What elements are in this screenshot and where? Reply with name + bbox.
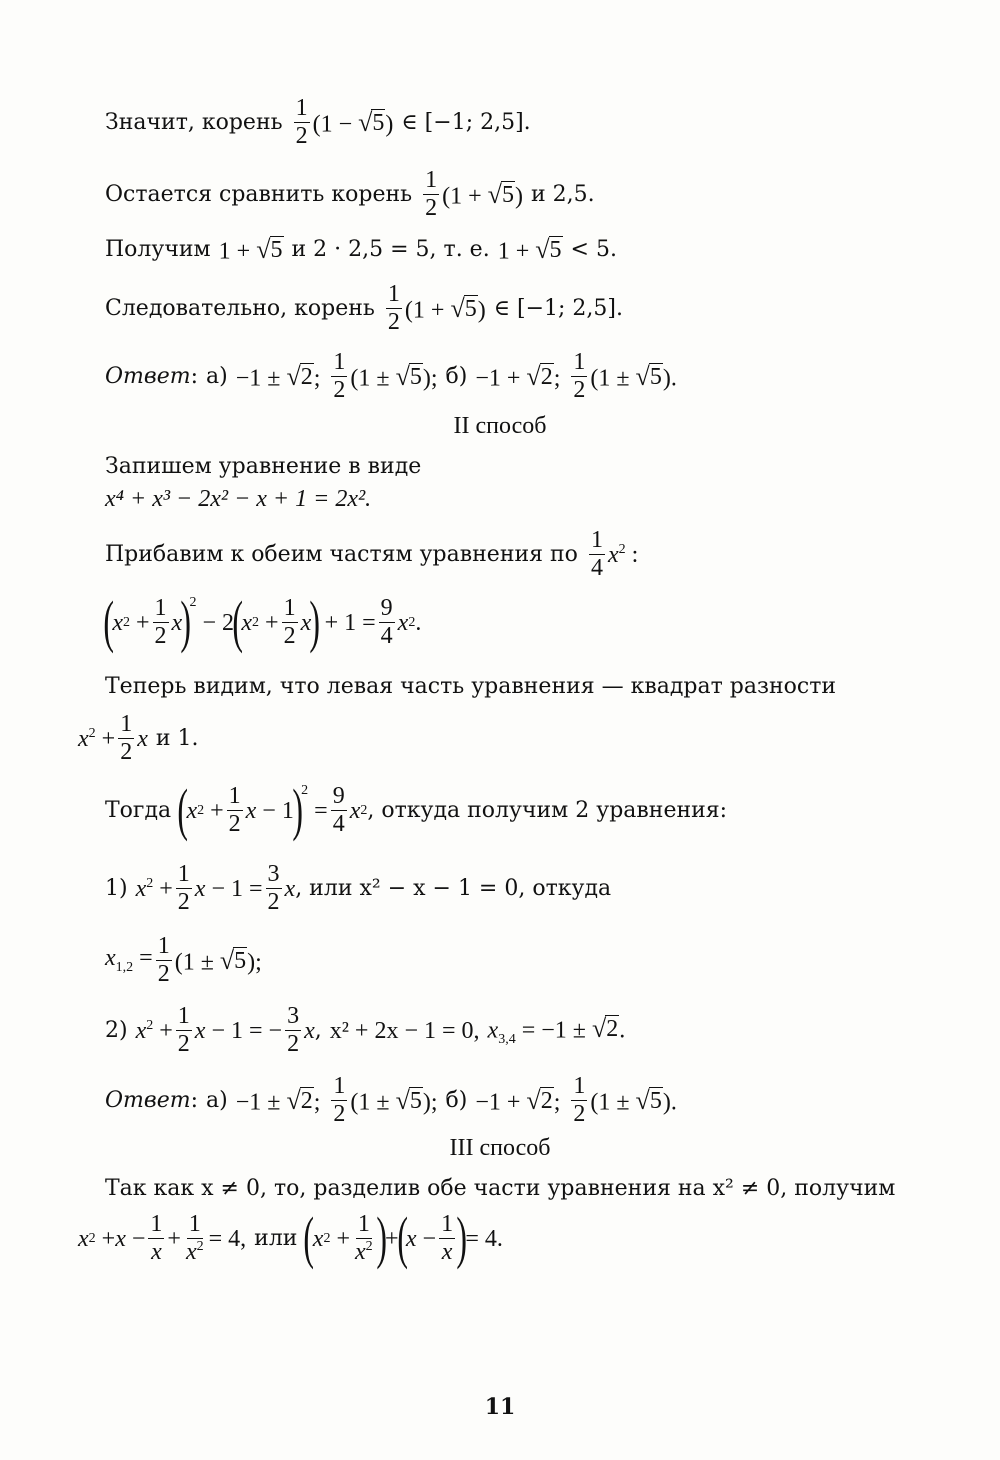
fraction-one-half: $\frac{1}{2}$ [333, 349, 346, 404]
line-add-both-sides [105, 528, 930, 581]
text: Прибавим к обеим частям уравнения по [105, 541, 578, 567]
fraction-one-quarter: $\frac{1}{4}$ [590, 527, 603, 582]
fraction-one-half: $\frac{1}{2}$ [425, 167, 438, 222]
heading-text: III способ [449, 1135, 551, 1161]
text: < 5. [570, 236, 617, 262]
text: Запишем уравнение в виде [105, 454, 422, 479]
text: Так как x ≠ 0, то, разделив обе части уравнения на x² ≠ 0, получим [105, 1176, 896, 1201]
page-number: 11 [484, 1394, 516, 1420]
line-roots-1-2: $x_{1,2}$ = $\frac{1}{2}$ (1 ± √ 5 ); [105, 933, 262, 988]
math-expr: (1 − √ 5 ) [312, 108, 394, 138]
case-number: 2) [105, 1017, 128, 1043]
text: Тогда [105, 797, 172, 823]
text: и 2,5. [530, 181, 595, 207]
text: Следовательно, корень [105, 295, 375, 321]
math-expr: −1 + √ 2 ; [475, 362, 561, 392]
text: ∈ [−1; 2,5]. [401, 109, 531, 135]
line-answer-1: Ответ : а) −1 ± √ 2 ; $\frac{1}{2}$ (1 ± √ 5 ); б) −1 + √ 2 ; $\frac{1}{2}$ (1 ± √ 5 ). [105, 349, 677, 404]
text: а) [206, 363, 228, 389]
fraction-one-half: $\frac{1}{2}$ [573, 349, 586, 404]
math-expr: −1 ± √ 2 ; [235, 1086, 321, 1116]
line-equation [105, 487, 930, 511]
line-compare-root [105, 168, 930, 221]
line-therefore [105, 282, 930, 335]
line-difference-terms: $x^2$ + $\frac{1}{2}$ x и 1. [78, 711, 199, 766]
heading-text: II способ [453, 413, 547, 439]
math-expr: 1 + √ 5 [218, 235, 283, 265]
math-expr: $x^2$ + [78, 725, 116, 752]
answer-label: Ответ [105, 1087, 191, 1113]
fraction-one-half: $\frac{1}{2}$ [387, 281, 400, 336]
line-write-equation [105, 456, 930, 478]
text: или [254, 1225, 298, 1251]
line-square-expression: ( x 2 + $\frac{1}{2}$ x ) 2 − 2 ( x 2 + $\frac{1}{2}$ x ) + 1 = $\frac{9}{4}$ x 2 . [103, 589, 422, 655]
math-expr: 1 + √ 5 [497, 235, 562, 265]
equation-text: x⁴ + x³ − 2x² − x + 1 = 2x². [105, 486, 372, 512]
heading-method-2 [0, 414, 1000, 438]
line-answer-2: Ответ : а) −1 ± √ 2 ; $\frac{1}{2}$ (1 ± √ 5 ); б) −1 + √ 2 ; $\frac{1}{2}$ (1 ± √ 5 ). [105, 1073, 677, 1128]
math-expr: (1 + √ 5 ) [404, 294, 486, 324]
text: а) [206, 1087, 228, 1113]
answer-label: Ответ [105, 363, 191, 389]
line-divided-equation: x 2 + x − $\frac{1}{x}$ + $\frac{1}{x^2}$ = 4, или ( x 2 + $\frac{1}{x^2}$ ) + ( x − $\frac{1}{x}$ ) = 4. [78, 1205, 503, 1271]
math-expr: $x^2$ + [135, 875, 173, 902]
math-expr: $x_{3,4} = -1$ ± √ 2 . [487, 1013, 626, 1047]
text: б) [445, 363, 468, 389]
text: , откуда получим 2 уравнения: [367, 797, 728, 823]
math-expr: $x_{1,2}$ = [105, 945, 153, 976]
math-expr: (1 ± √ 5 ); [350, 362, 438, 392]
text: Получим [105, 236, 211, 262]
line-root-interval-1 [105, 96, 930, 149]
text: и 2 · 2,5 = 5, т. е. [291, 236, 490, 262]
line-now-we-see [105, 676, 930, 698]
math-expr: (1 ± √ 5 ). [590, 362, 677, 392]
line-get [105, 236, 930, 263]
heading-method-3 [0, 1136, 1000, 1160]
math-expr: $x^2$ + [135, 1017, 173, 1044]
text: б) [445, 1087, 468, 1113]
math-expr: ( x 2 + $\frac{1}{2}$ x − 1 ) 2 = $\frac{9}{4}$ x 2 [177, 777, 368, 843]
text: ∈ [−1; 2,5]. [493, 295, 623, 321]
case-number: 1) [105, 875, 128, 901]
line-case-2: 2) $x^2$ + $\frac{1}{2}$ x − 1 = − $\frac{3}{2}$ x , x² + 2x − 1 = 0, $x_{3,4} = -1$ ± √ 2 . [105, 1003, 626, 1058]
line-then [105, 777, 930, 843]
line-since-x-nonzero [105, 1178, 930, 1200]
fraction-one-half: $\frac{1}{2}$ [295, 95, 308, 150]
text: Теперь видим, что левая часть уравнения — квадрат разности [105, 674, 837, 699]
math-expr: −1 ± √ 2 ; [235, 362, 321, 392]
math-expr: $x^2$ : [607, 541, 639, 568]
text: Значит, корень [105, 109, 283, 135]
text: Остается сравнить корень [105, 181, 413, 207]
line-case-1: 1) $x^2$ + $\frac{1}{2}$ x − 1 = $\frac{3}{2}$ x , или x² − x − 1 = 0, откуда [105, 861, 612, 916]
text: и 1. [155, 725, 199, 751]
equation-text: x² + 2x − 1 = 0, [329, 1017, 480, 1044]
text: , или x² − x − 1 = 0, откуда [295, 875, 612, 901]
math-expr: (1 + √ 5 ) [442, 180, 523, 210]
